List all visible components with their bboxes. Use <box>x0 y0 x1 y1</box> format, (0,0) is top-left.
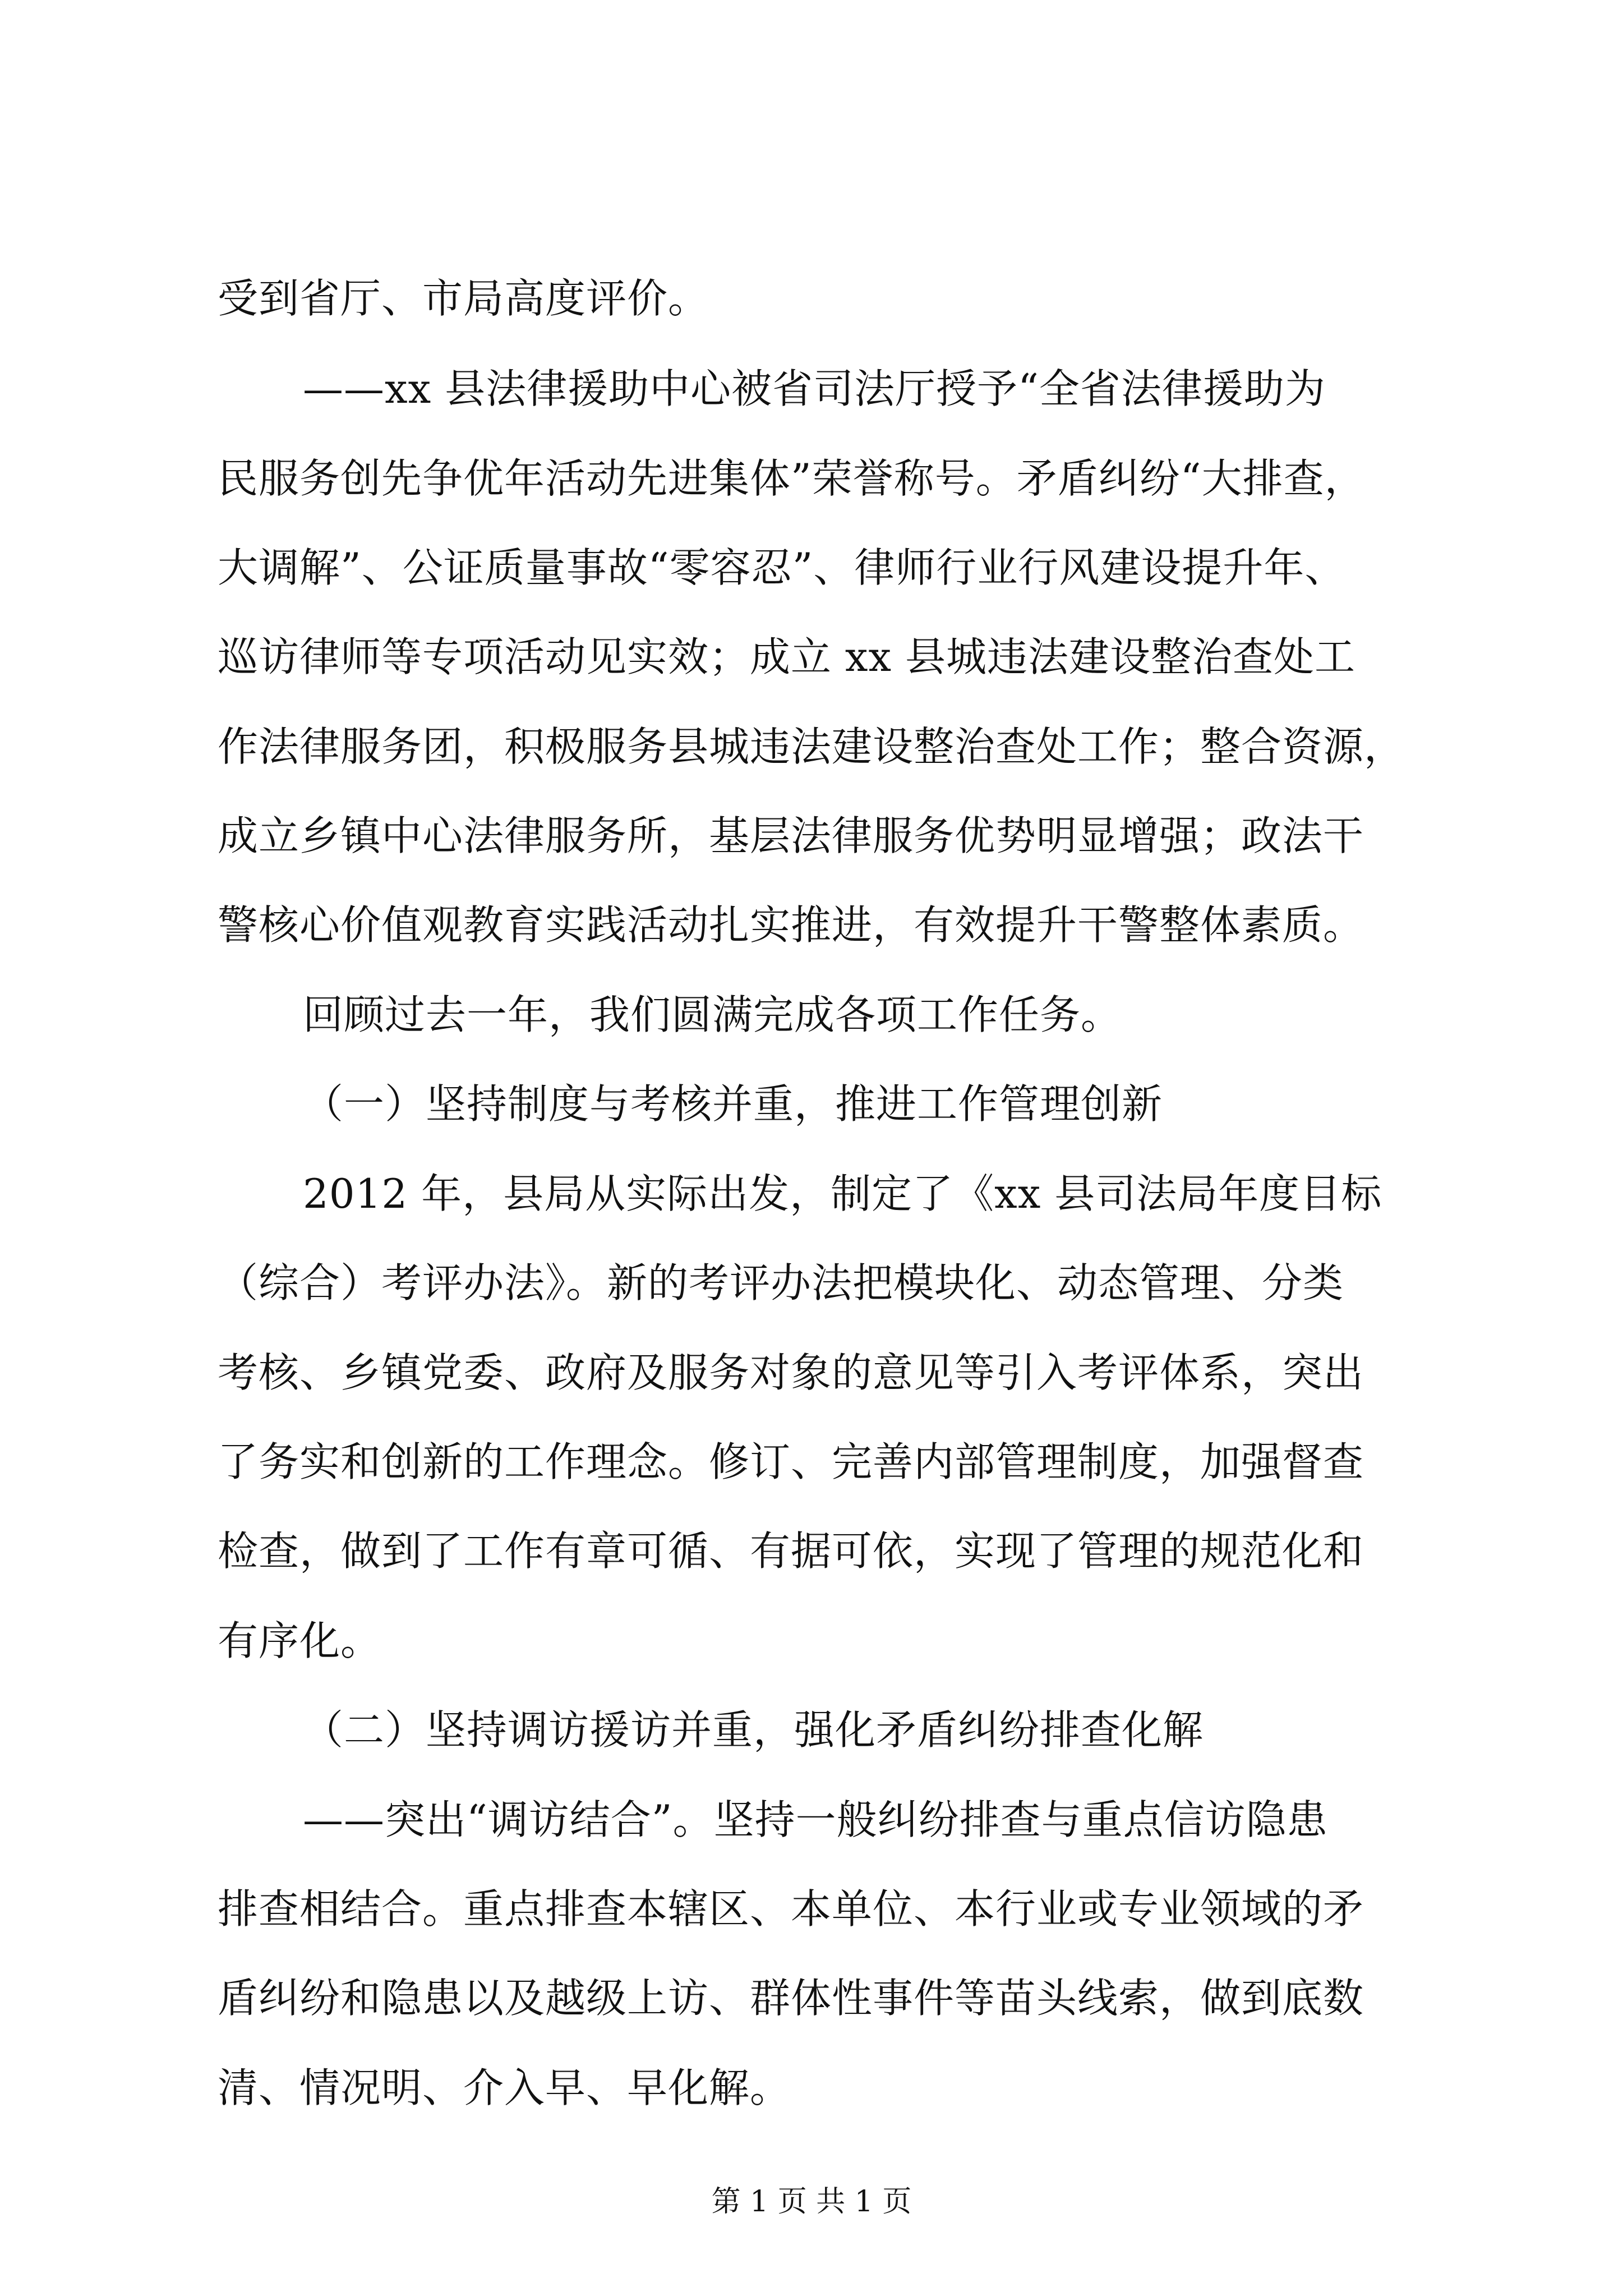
text-line: 受到省厅、市局高度评价。 <box>218 275 709 322</box>
page-footer: 第 1 页 共 1 页 <box>711 2185 912 2219</box>
text-line: 清、情况明、介入早、早化解。 <box>218 2064 791 2111</box>
text-line: 巡访律师等专项活动见实效；成立 xx 县城违法建设整治查处工 <box>218 633 1355 680</box>
section-heading: （一）坚持制度与考核并重，推进工作管理创新 <box>303 1080 1163 1128</box>
text-line: 考核、乡镇党委、政府及服务对象的意见等引入考评体系，突出 <box>218 1349 1364 1396</box>
section-heading: （二）坚持调访援访并重，强化矛盾纠纷排查化解 <box>303 1706 1204 1754</box>
text-line: （综合）考评办法》。新的考评办法把模块化、动态管理、分类 <box>218 1259 1344 1306</box>
text-line: 2012 年，县局从实际出发，制定了《xx 县司法局年度目标 <box>303 1170 1382 1217</box>
text-line: 回顾过去一年，我们圆满完成各项工作任务。 <box>303 991 1122 1038</box>
text-line: ——突出“调访结合”。坚持一般纠纷排查与重点信访隐患 <box>303 1796 1328 1843</box>
text-line: 大调解”、公证质量事故“零容忍”、律师行业行风建设提升年、 <box>218 544 1346 591</box>
text-line: 作法律服务团，积极服务县城违法建设整治查处工作；整合资源， <box>218 723 1405 770</box>
text-line: 排查相结合。重点排查本辖区、本单位、本行业或专业领域的矛 <box>218 1885 1364 1932</box>
text-line: 检查，做到了工作有章可循、有据可依，实现了管理的规范化和 <box>218 1527 1364 1575</box>
text-line: 警核心价值观教育实践活动扎实推进，有效提升干警整体素质。 <box>218 901 1364 949</box>
text-line: 了务实和创新的工作理念。修订、完善内部管理制度，加强督查 <box>218 1438 1364 1485</box>
text-line: 民服务创先争优年活动先进集体”荣誉称号。矛盾纠纷“大排查， <box>218 455 1366 502</box>
text-line: 有序化。 <box>218 1617 382 1664</box>
text-line: 盾纠纷和隐患以及越级上访、群体性事件等苗头线索，做到底数 <box>218 1975 1364 2022</box>
text-line: 成立乡镇中心法律服务所，基层法律服务优势明显增强；政法干 <box>218 812 1364 859</box>
text-line: ——xx 县法律援助中心被省司法厅授予“全省法律援助为 <box>303 365 1326 412</box>
